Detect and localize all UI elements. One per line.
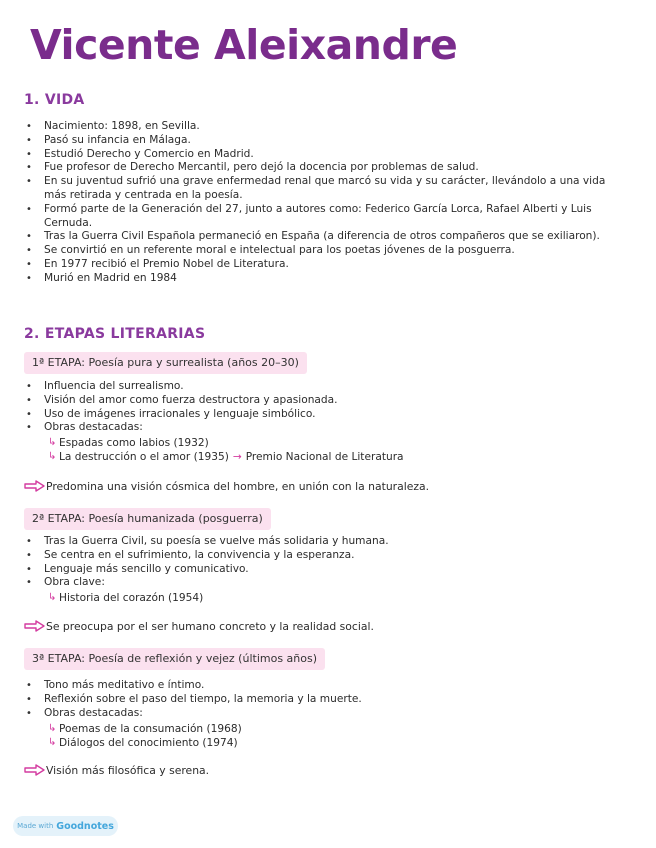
list-item: • Reflexión sobre el paso del tiempo, la memoria y la muerte. [24, 693, 626, 707]
list-item: • Lenguaje más sencillo y comunicativo. [24, 563, 626, 577]
vida-list [24, 120, 626, 286]
badge-brand: Goodnotes [56, 820, 114, 832]
stage-1-list [24, 380, 626, 435]
list-item: • Murió en Madrid en 1984 [24, 272, 626, 286]
list-item: • Tras la Guerra Civil, su poesía se vuelve más solidaria y humana. [24, 535, 626, 549]
work-item [48, 450, 404, 464]
outline-arrow-icon [24, 764, 45, 776]
list-item: • Tono más meditativo e íntimo. [24, 679, 626, 693]
sub-arrow-icon: ↳ [48, 592, 57, 603]
stage-2-works [48, 591, 203, 605]
work-item [48, 736, 242, 750]
right-arrow-icon: → [232, 451, 242, 464]
stage-2-label: 2ª ETAPA: Poesía humanizada (posguerra) [24, 508, 271, 530]
stage-1-label: 1ª ETAPA: Poesía pura y surrealista (años 20–30) [24, 352, 307, 374]
list-item: • Pasó su infancia en Málaga. [24, 134, 626, 148]
section-heading-vida: 1. VIDA [24, 92, 85, 108]
list-item: • Fue profesor de Derecho Mercantil, pero dejó la docencia por problemas de salud. [24, 161, 626, 175]
work-title: La destrucción o el amor (1935) [59, 451, 229, 464]
stage-1-works [48, 436, 404, 465]
outline-arrow-icon [24, 480, 45, 492]
sub-arrow-icon: ↳ [48, 451, 57, 463]
list-item: • En su juventud sufrió una grave enfermedad renal que marcó su vida y su carácter, llevándolo a una vida más retirada y centrada en la poesía. [24, 175, 626, 203]
summary-text: Predomina una visión cósmica del hombre, en unión con la naturaleza. [46, 479, 430, 493]
page-title: Vicente Aleixandre [30, 21, 458, 69]
stage-1-summary [24, 478, 429, 494]
sub-arrow-icon: ↳ [48, 437, 57, 448]
list-item: • Nacimiento: 1898, en Sevilla. [24, 120, 626, 134]
work-item [48, 722, 242, 736]
made-with-goodnotes-badge[interactable] [13, 816, 118, 836]
summary-text: Se preocupa por el ser humano concreto y la realidad social. [46, 619, 374, 633]
badge-prefix: Made with [17, 822, 54, 830]
list-item: • Obras destacadas: [24, 421, 626, 435]
list-item: • Estudió Derecho y Comercio en Madrid. [24, 148, 626, 162]
work-title: Diálogos del conocimiento (1974) [59, 737, 238, 750]
list-item: • Se convirtió en un referente moral e intelectual para los poetas jóvenes de la posguerra. [24, 244, 626, 258]
list-item: • Obras destacadas: [24, 707, 626, 721]
list-item: • Tras la Guerra Civil Española permaneció en España (a diferencia de otros compañeros que se exiliaron). [24, 230, 626, 244]
sub-arrow-icon: ↳ [48, 737, 57, 749]
work-title: Espadas como labios (1932) [59, 437, 209, 449]
list-item: • Formó parte de la Generación del 27, junto a autores como: Federico García Lorca, Rafael Alberti y Luis Cernuda. [24, 203, 626, 231]
work-item [48, 591, 203, 605]
section-heading-etapas: 2. ETAPAS LITERARIAS [24, 326, 206, 342]
work-title: Historia del corazón (1954) [59, 592, 204, 604]
award-label: Premio Nacional de Literatura [245, 451, 404, 464]
work-item [48, 436, 404, 450]
list-item: • Obra clave: [24, 576, 626, 590]
summary-text: Visión más filosófica y serena. [46, 763, 210, 777]
stage-3-works [48, 722, 242, 751]
outline-arrow-icon [24, 620, 45, 632]
stage-3-summary [24, 762, 209, 778]
list-item: • Visión del amor como fuerza destructora y apasionada. [24, 394, 626, 408]
stage-3-label: 3ª ETAPA: Poesía de reflexión y vejez (últimos años) [24, 648, 325, 670]
stage-3-list [24, 679, 626, 720]
stage-2-summary [24, 618, 374, 634]
list-item: • Se centra en el sufrimiento, la convivencia y la esperanza. [24, 549, 626, 563]
list-item: • En 1977 recibió el Premio Nobel de Literatura. [24, 258, 626, 272]
stage-2-list [24, 535, 626, 590]
list-item: • Influencia del surrealismo. [24, 380, 626, 394]
work-title: Poemas de la consumación (1968) [59, 723, 242, 735]
list-item: • Uso de imágenes irracionales y lenguaje simbólico. [24, 408, 626, 422]
sub-arrow-icon: ↳ [48, 723, 57, 734]
